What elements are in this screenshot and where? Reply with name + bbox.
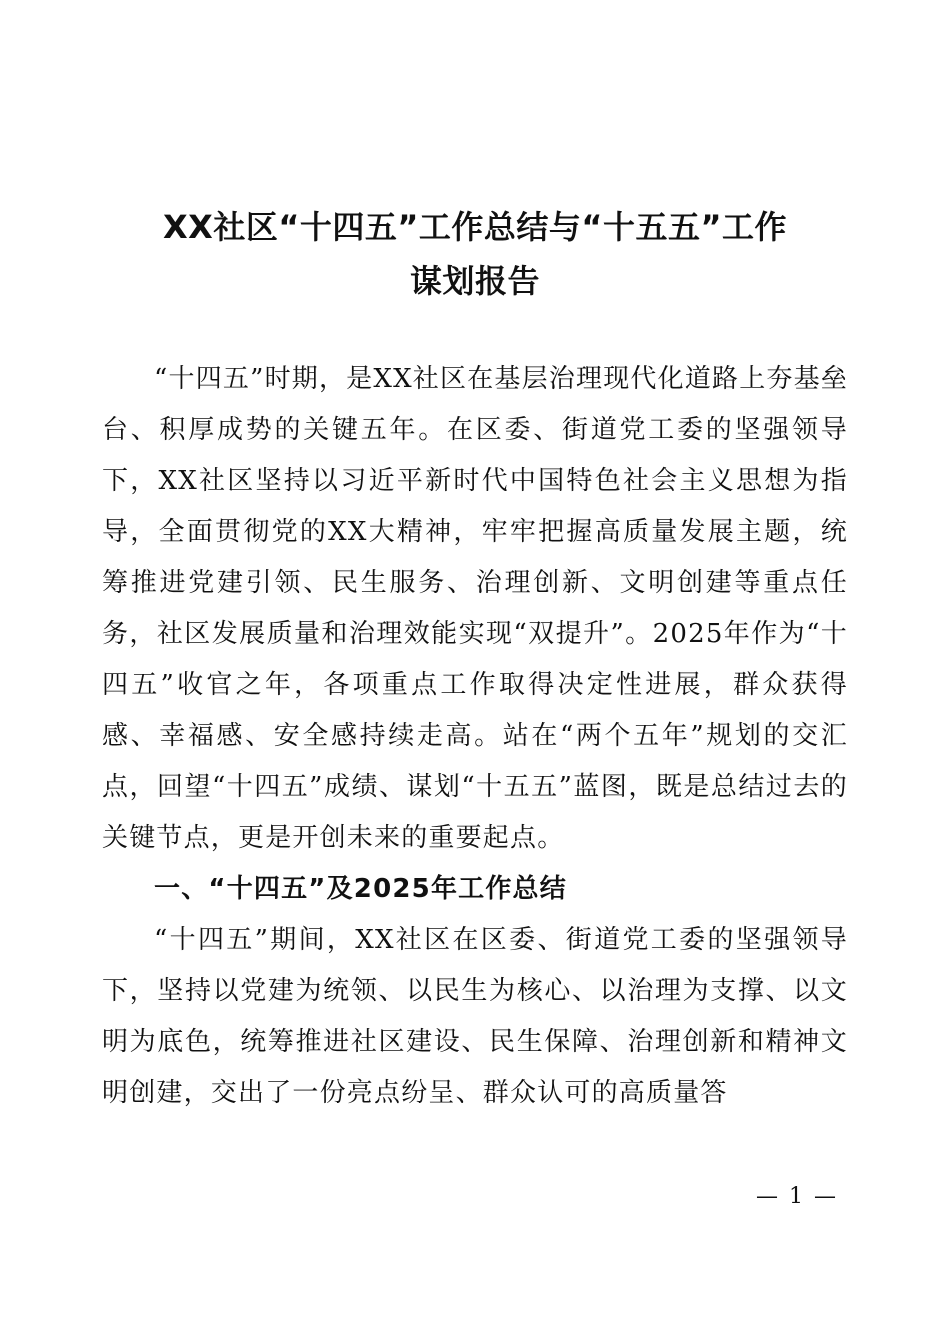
page-number: — 1 — bbox=[756, 1184, 838, 1209]
title-line-2: 谋划报告 bbox=[409, 262, 540, 300]
title-line-1: XX社区“十四五”工作总结与“十五五”工作 bbox=[163, 208, 787, 246]
paragraph-summary: “十四五”期间，XX社区在区委、街道党工委的坚强领导下，坚持以党建为统领、以民生为核心、以治理为支撑、以文明为底色，统筹推进社区建设、民生保障、治理创新和精神文明创建，交出了一份亮点纷呈、群众认可的高质量答 bbox=[102, 925, 848, 1108]
section-heading-1: 一、“十四五”及2025年工作总结 bbox=[154, 874, 567, 904]
paragraph-intro: “十四五”时期，是XX社区在基层治理现代化道路上夯基垒台、积厚成势的关键五年。在区委、街道党工委的坚强领导下，XX社区坚持以习近平新时代中国特色社会主义思想为指导，全面贯彻党的XX大精神，牢牢把握高质量发展主题，统筹推进党建引领、民生服务、治理创新、文明创建等重点任务，社区发展质量和治理效能实现“双提升”。2025年作为“十四五”收官之年，各项重点工作取得决定性进展，群众获得感、幸福感、安全感持续走高。站在“两个五年”规划的交汇点，回望“十四五”成绩、谋划“十五五”蓝图，既是总结过去的关键节点，更是开创未来的重要起点。 bbox=[102, 364, 849, 853]
document-title bbox=[100, 200, 850, 308]
document-body bbox=[102, 354, 848, 1119]
